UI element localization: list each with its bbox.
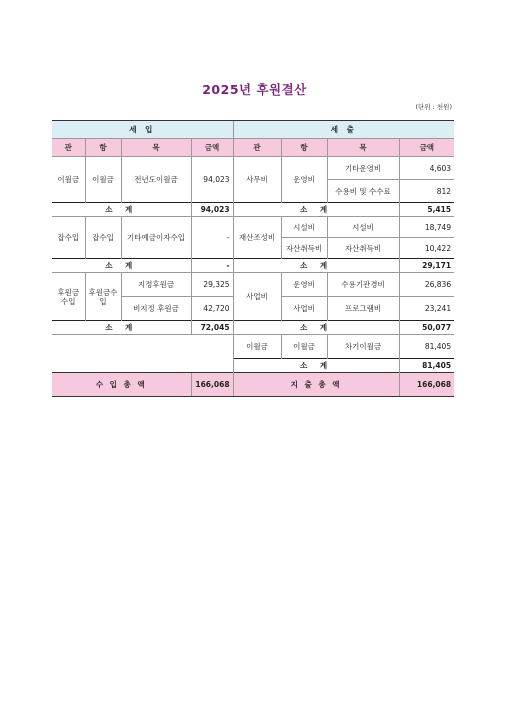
- expense-mok-cell: 수용기관경비: [327, 273, 399, 297]
- table-row: [52, 217, 454, 238]
- col-header-mok: 목: [121, 139, 191, 157]
- expense-gwan-cell: 사업비: [233, 273, 281, 321]
- expense-subtotal-amount: 5,415: [399, 203, 454, 217]
- col-header-hang: 항: [85, 139, 121, 157]
- income-subtotal-label: 소 계: [52, 321, 191, 335]
- expense-hang-cell: 자산취득비: [281, 238, 327, 259]
- subtotal-row: [52, 203, 454, 217]
- section-row: [52, 121, 454, 139]
- income-subtotal-amount: -: [191, 259, 233, 273]
- expense-amount-cell: 812: [399, 180, 454, 203]
- subtotal-row: [52, 321, 454, 335]
- col-header-amount: 금액: [399, 139, 454, 157]
- col-header-amount: 금액: [191, 139, 233, 157]
- income-hang-cell: 잡수입: [85, 217, 121, 259]
- expense-mok-cell: 수용비 및 수수료: [327, 180, 399, 203]
- expense-hang-cell: 사업비: [281, 297, 327, 321]
- expense-amount-cell: 26,836: [399, 273, 454, 297]
- col-header-hang: 항: [281, 139, 327, 157]
- expense-hang-cell: 시설비: [281, 217, 327, 238]
- income-mok-cell: 비지정 후원금: [121, 297, 191, 321]
- page-title: 2025년 후원결산: [202, 82, 307, 97]
- income-amount-cell: 29,325: [191, 273, 233, 297]
- income-hang-cell: 후원금수입: [85, 273, 121, 321]
- income-mok-cell: 전년도이월금: [121, 157, 191, 203]
- unit-note: (단위 : 천원): [415, 103, 452, 111]
- expense-hang-cell: 운영비: [281, 157, 327, 203]
- budget-table: [52, 120, 454, 397]
- income-gwan-cell: 잡수입: [52, 217, 85, 259]
- expense-mok-cell: 차기이월금: [327, 335, 399, 359]
- expense-gwan-cell: 사무비: [233, 157, 281, 203]
- expense-subtotal-label: 소 계: [233, 259, 399, 273]
- income-mok-cell: 지정후원금: [121, 273, 191, 297]
- expense-amount-cell: 18,749: [399, 217, 454, 238]
- expense-total-amount: 166,068: [399, 373, 454, 397]
- table-row: [52, 335, 454, 359]
- income-amount-cell: 42,720: [191, 297, 233, 321]
- income-mok-cell: 기타예금이자수입: [121, 217, 191, 259]
- column-header-row: [52, 139, 454, 157]
- income-hang-cell: 이월금: [85, 157, 121, 203]
- grand-total-row: [52, 373, 454, 397]
- col-header-gwan: 관: [52, 139, 85, 157]
- expense-section-header: 세 출: [233, 121, 454, 139]
- expense-gwan-cell: 재산조성비: [233, 217, 281, 259]
- expense-subtotal-amount: 29,171: [399, 259, 454, 273]
- income-section-header: 세 입: [52, 121, 233, 139]
- expense-amount-cell: 10,422: [399, 238, 454, 259]
- expense-amount-cell: 23,241: [399, 297, 454, 321]
- income-gwan-cell: 후원금수입: [52, 273, 85, 321]
- income-amount-cell: -: [191, 217, 233, 259]
- col-header-gwan: 관: [233, 139, 281, 157]
- income-subtotal-label: 소 계: [52, 203, 191, 217]
- subtotal-row: [52, 259, 454, 273]
- expense-amount-cell: 81,405: [399, 335, 454, 359]
- income-subtotal-amount: 72,045: [191, 321, 233, 335]
- expense-mok-cell: 기타운영비: [327, 157, 399, 180]
- table-row: [52, 157, 454, 180]
- expense-subtotal-label: 소 계: [233, 359, 399, 373]
- income-total-label: 수 입 총 액: [52, 373, 191, 397]
- income-total-amount: 166,068: [191, 373, 233, 397]
- income-amount-cell: 94,023: [191, 157, 233, 203]
- empty-cell: [52, 335, 233, 373]
- expense-mok-cell: 자산취득비: [327, 238, 399, 259]
- expense-subtotal-label: 소 계: [233, 321, 399, 335]
- col-header-mok: 목: [327, 139, 399, 157]
- expense-subtotal-label: 소 계: [233, 203, 399, 217]
- expense-total-label: 지 출 총 액: [233, 373, 399, 397]
- income-subtotal-label: 소 계: [52, 259, 191, 273]
- income-subtotal-amount: 94,023: [191, 203, 233, 217]
- expense-mok-cell: 시설비: [327, 217, 399, 238]
- expense-hang-cell: 운영비: [281, 273, 327, 297]
- income-gwan-cell: 이월금: [52, 157, 85, 203]
- expense-gwan-cell: 이월금: [233, 335, 281, 359]
- expense-hang-cell: 이월금: [281, 335, 327, 359]
- expense-subtotal-amount: 81,405: [399, 359, 454, 373]
- expense-amount-cell: 4,603: [399, 157, 454, 180]
- expense-mok-cell: 프로그램비: [327, 297, 399, 321]
- table-row: [52, 273, 454, 297]
- expense-subtotal-amount: 50,077: [399, 321, 454, 335]
